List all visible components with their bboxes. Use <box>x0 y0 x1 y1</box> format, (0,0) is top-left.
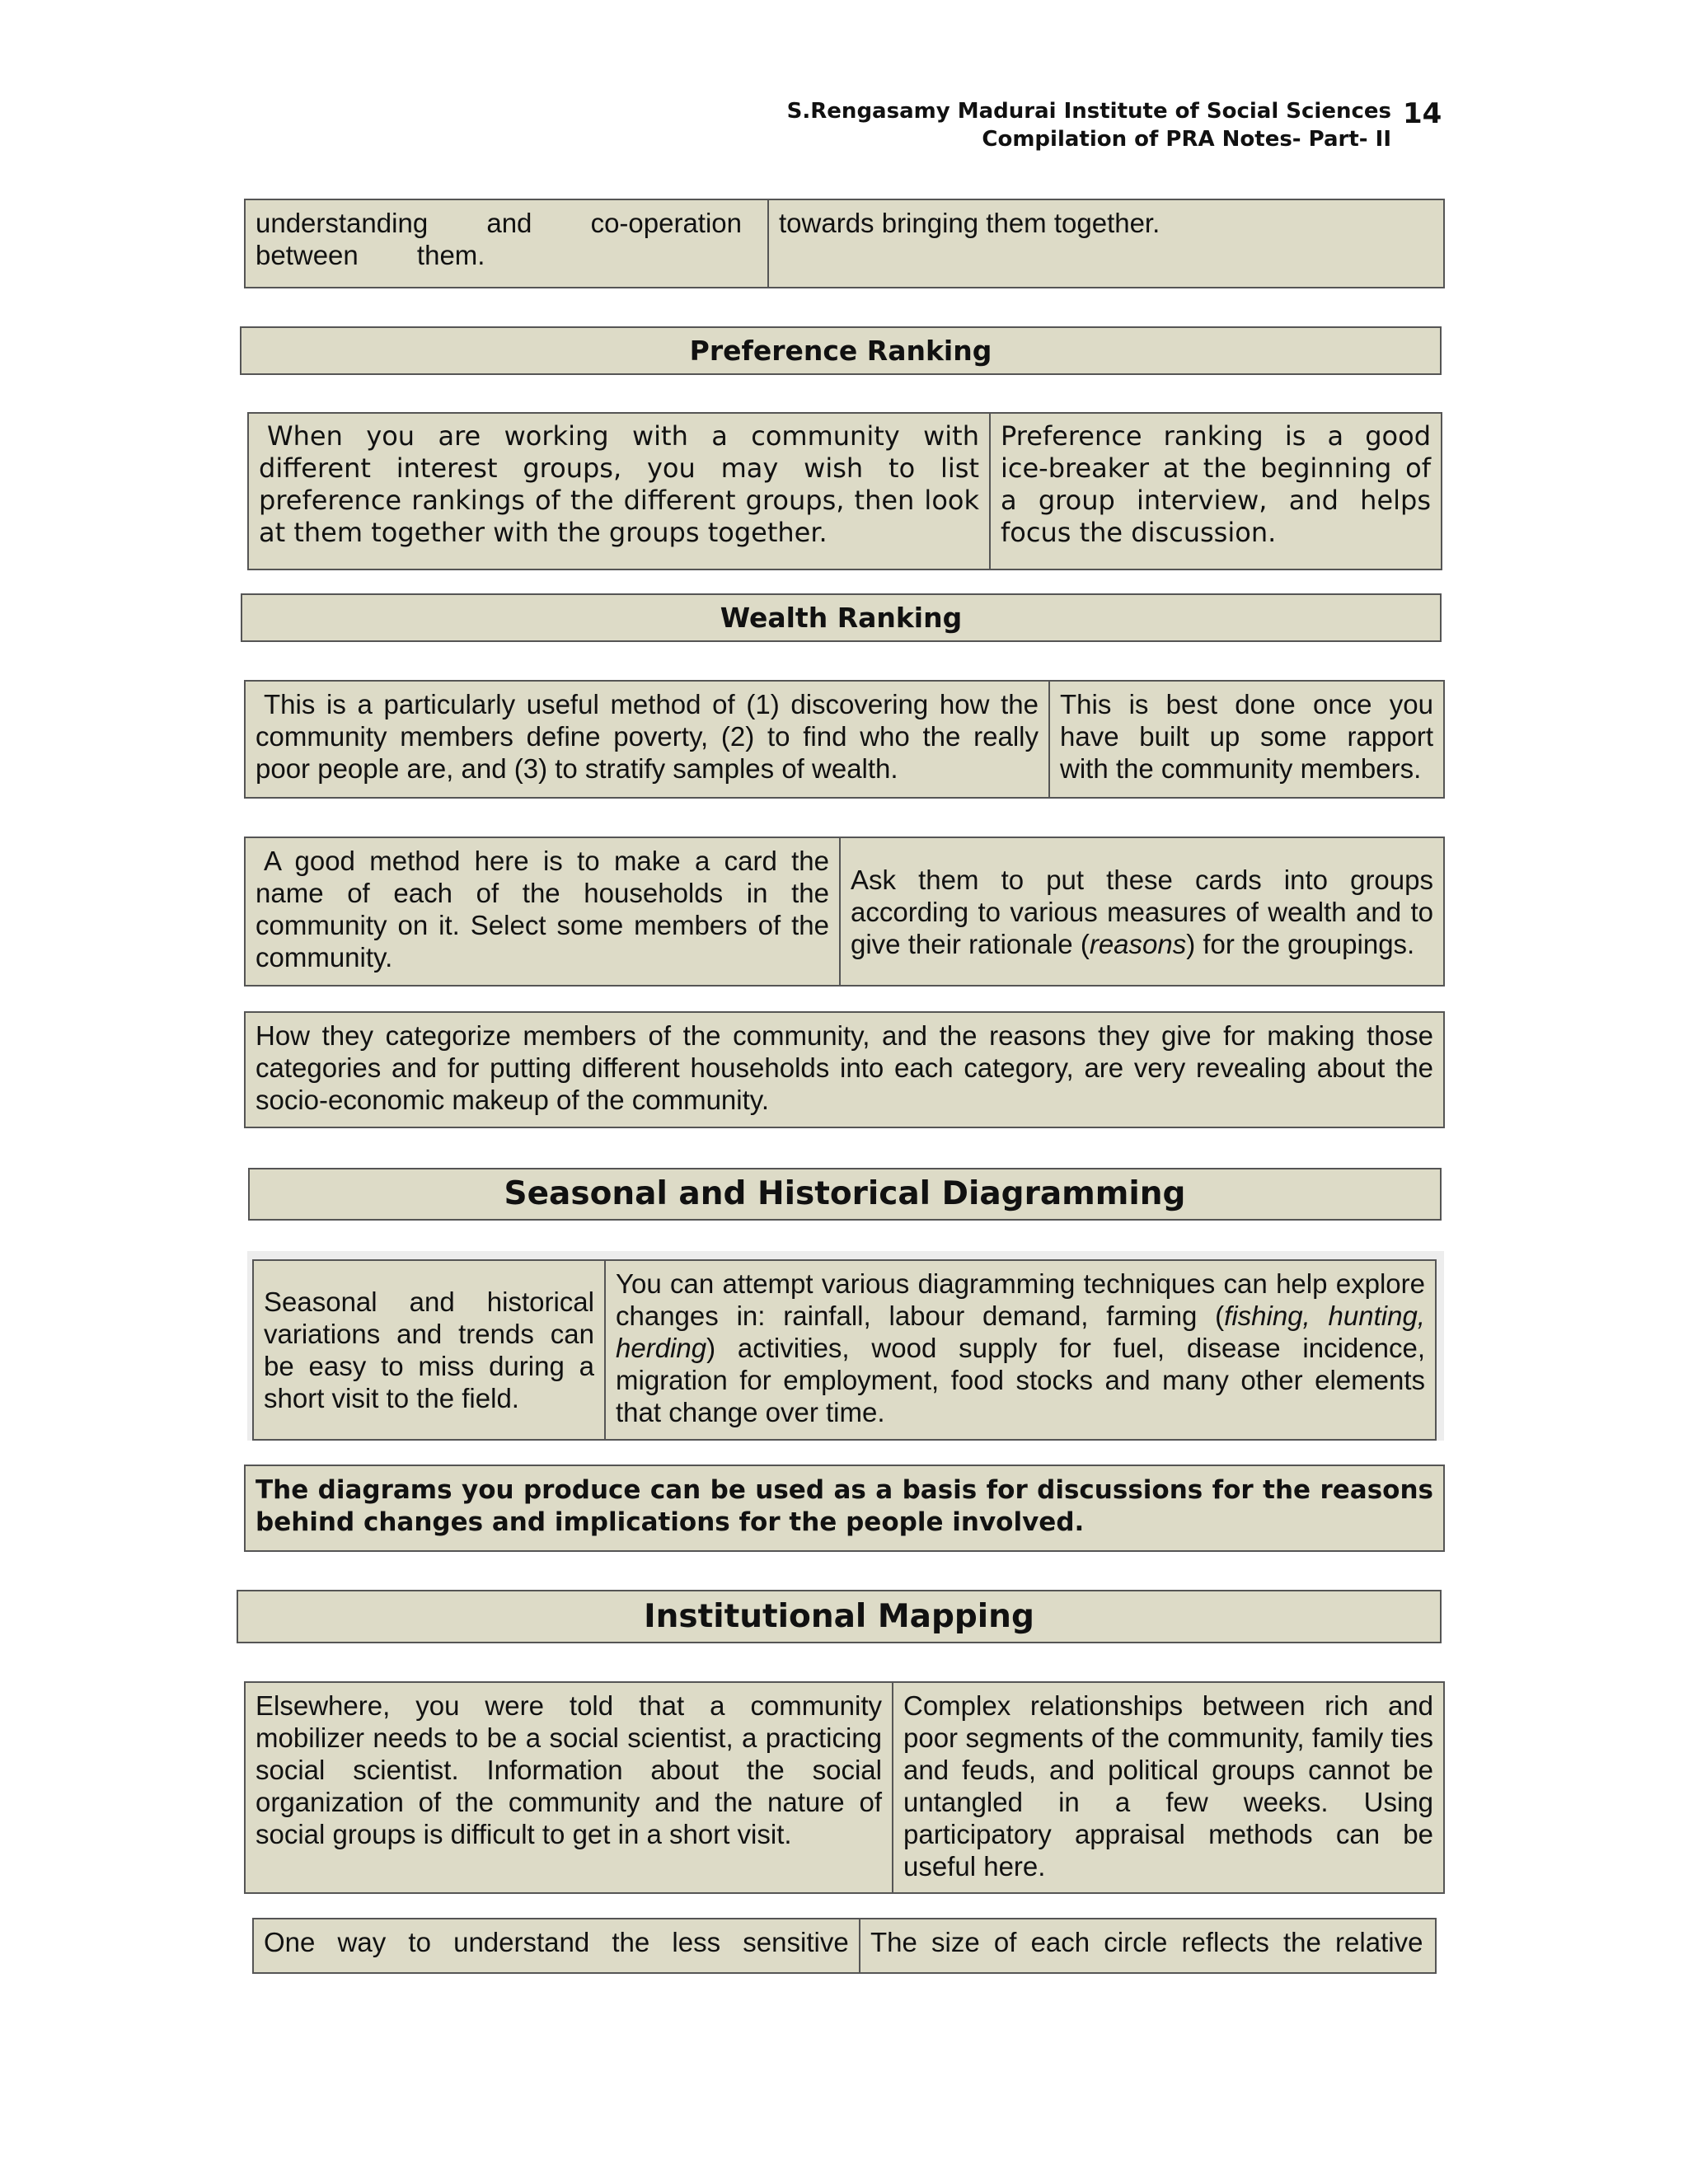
institutional-table <box>244 1681 1445 1894</box>
wealth-row2-right-text-a: Ask them to put these cards into groups according to various measures of wealth and to give their rationale ( <box>851 864 1433 959</box>
seasonal-bold-note: The diagrams you produce can be used as a basis for discussions for the reasons behind changes and implications for the people involved. <box>256 1475 1433 1537</box>
seasonal-note-box <box>244 1465 1445 1552</box>
document-subtitle: Compilation of PRA Notes- Part- II <box>982 127 1391 152</box>
page-header <box>787 97 1391 153</box>
preference-right-cell: Preference ranking is a good ice-breaker at the beginning of a group interview, and helps focus the discussion. <box>1001 420 1431 548</box>
institutional-last-left: One way to understand the less sensitive <box>254 1919 860 1972</box>
wealth-row3-cell: How they categorize members of the community, and the reasons they give for making those categories and for putting different households into each category, are very revealing about the socio-economic makeup of the community. <box>256 1020 1433 1115</box>
page-number: 14 <box>1403 97 1442 130</box>
seasonal-right-text-a: You can attempt various diagramming techniques can help explore changes in: rainfall, labour demand, farming ( <box>616 1268 1425 1331</box>
institutional-mapping-heading: Institutional Mapping <box>237 1590 1442 1643</box>
wealth-table-2 <box>244 837 1445 987</box>
wealth-row1-left: This is a particularly useful method of (1) discovering how the community members define poverty, (2) to find who the really poor people are, and (3) to stratify samples of wealth. <box>246 682 1050 797</box>
continuation-right-cell: towards bringing them together. <box>779 208 1160 238</box>
seasonal-left-cell <box>254 1261 606 1439</box>
continuation-table <box>244 199 1445 288</box>
wealth-row1-right: This is best done once you have built up some rapport with the community members. <box>1060 689 1433 784</box>
seasonal-left-text: Seasonal and historical variations and trends can be easy to miss during a short visit to the field. <box>264 1286 594 1413</box>
institutional-right-cell: Complex relationships between rich and poor segments of the community, family ties and feuds, and political groups cannot be untangled in a few weeks. Using participatory appraisal methods can be useful here. <box>903 1690 1433 1882</box>
wealth-table-3 <box>244 1011 1445 1128</box>
seasonal-diagramming-heading: Seasonal and Historical Diagramming <box>248 1168 1442 1221</box>
seasonal-right-text-b: ) activities, wood supply for fuel, disease incidence, migration for employment, food stocks and many other elements that change over time. <box>616 1333 1425 1427</box>
wealth-row2-right <box>841 838 1443 985</box>
institutional-last-right: The size of each circle reflects the relative <box>870 1927 1423 1957</box>
institute-name: S.Rengasamy Madurai Institute of Social Sciences <box>786 99 1391 124</box>
wealth-row2-right-italic: reasons <box>1089 928 1187 959</box>
seasonal-right-italic: fishing, hunting, herding <box>616 1301 1425 1363</box>
preference-table <box>247 412 1442 570</box>
seasonal-right-cell <box>606 1261 1435 1439</box>
institutional-left-cell: Elsewhere, you were told that a community mobilizer needs to be a social scientist, a practicing social scientist. Information about the social organization of the community and the nature of social groups is difficult to get in a short visit. <box>246 1683 893 1892</box>
institutional-table-2 <box>252 1918 1437 1974</box>
seasonal-table <box>252 1259 1437 1441</box>
preference-left-cell: When you are working with a community with different interest groups, you may wish to list preference rankings of the different groups, then look at them together with the groups together. <box>249 414 991 569</box>
wealth-row2-left: A good method here is to make a card the name of each of the households in the community on it. Select some members of the community. <box>246 838 841 985</box>
continuation-left-cell: understanding and co-operation between them. <box>246 200 769 287</box>
wealth-row2-right-text <box>851 864 1433 960</box>
wealth-row2-right-text-b: ) for the groupings. <box>1186 928 1415 959</box>
wealth-table-1 <box>244 680 1445 799</box>
preference-ranking-heading: Preference Ranking <box>240 326 1442 375</box>
wealth-ranking-heading: Wealth Ranking <box>241 593 1442 642</box>
